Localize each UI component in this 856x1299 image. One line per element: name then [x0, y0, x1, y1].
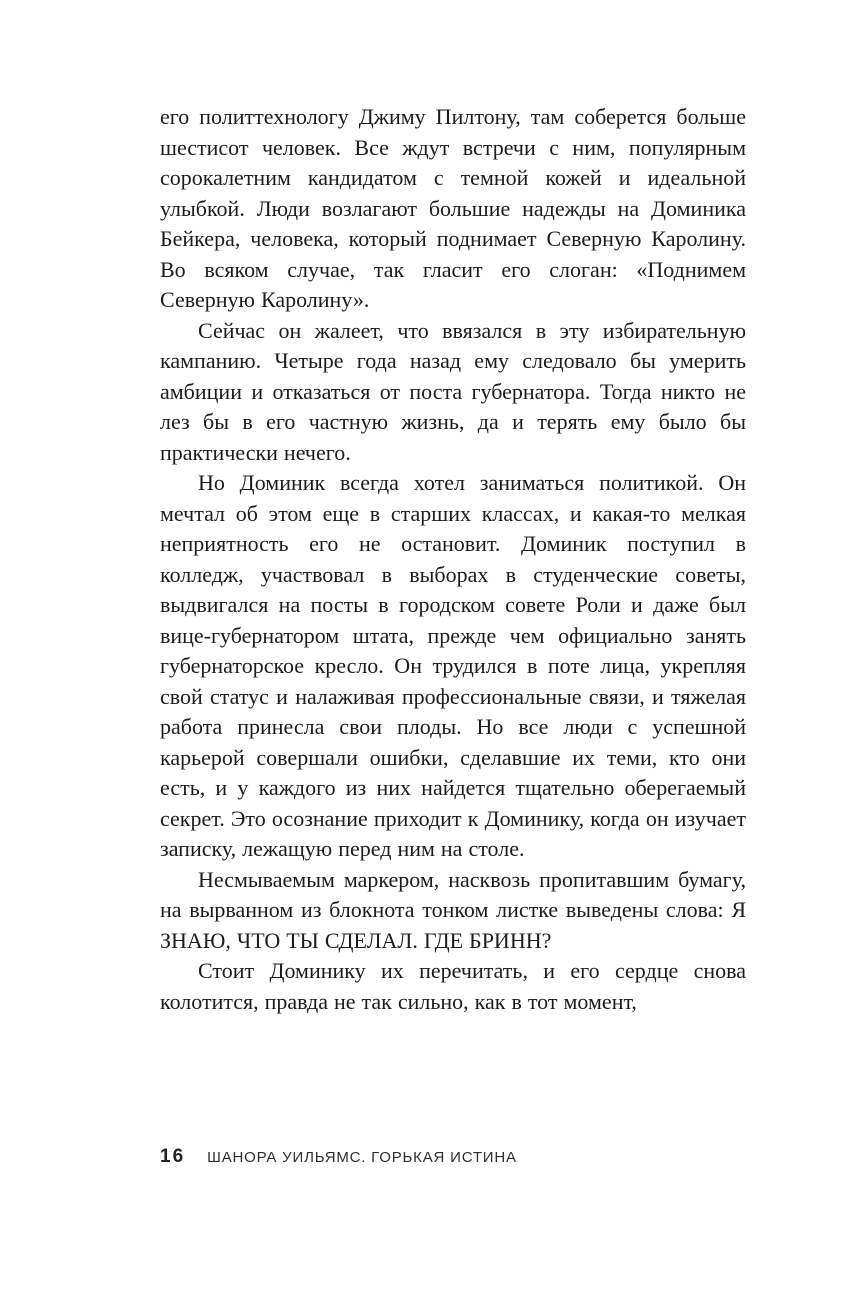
footer-running-title: ШАНОРА УИЛЬЯМС. ГОРЬКАЯ ИСТИНА — [207, 1149, 517, 1166]
paragraph-3: Но Доминик всегда хотел заниматься политикой. Он мечтал об этом еще в старших классах, и какая-то мелкая неприятность его не остановит. Доминик поступил в колледж, участвовал в выборах в студенческие советы, выдвигался на посты в городском совете Роли и даже был вице-губернатором штата, прежде чем официально занять губернаторское кресло. Он трудился в поте лица, укрепляя свой статус и налаживая профессиональные связи, и тяжелая работа принесла свои плоды. Но все люди с успешной карьерой совершали ошибки, сделавшие их теми, кто они есть, и у каждого из них найдется тщательно оберегаемый секрет. Это осознание приходит к Доминику, когда он изучает записку, лежащую перед ним на столе. — [160, 470, 746, 861]
paragraph-2: Сейчас он жалеет, что ввязался в эту избирательную кампанию. Четыре года назад ему следовало бы умерить амбиции и отказаться от поста губернатора. Тогда никто не лез бы в его частную жизнь, да и терять ему было бы практически нечего. — [160, 317, 746, 465]
page-footer — [160, 1146, 746, 1168]
paragraph-5: Стоит Доминику их перечитать, и его сердце снова колотится, правда не так сильно, как в тот момент, — [160, 958, 746, 1014]
body-text — [160, 102, 746, 1017]
footer-page-number: 16 — [160, 1146, 186, 1167]
paragraph-1: его политтехнологу Джиму Пилтону, там соберется больше шестисот человек. Все ждут встречи с ним, популярным сорокалетним кандидатом с темной кожей и идеальной улыбкой. Люди возлагают большие надежды на Доминика Бейкера, человека, который поднимает Северную Каролину. Во всяком случае, так гласит его слоган: «Поднимем Северную Каролину». — [160, 104, 746, 312]
paragraph-4: Несмываемым маркером, насквозь пропитавшим бумагу, на вырванном из блокнота тонком листке выведены слова: Я ЗНАЮ, ЧТО ТЫ СДЕЛАЛ. ГДЕ БРИНН? — [160, 866, 746, 953]
